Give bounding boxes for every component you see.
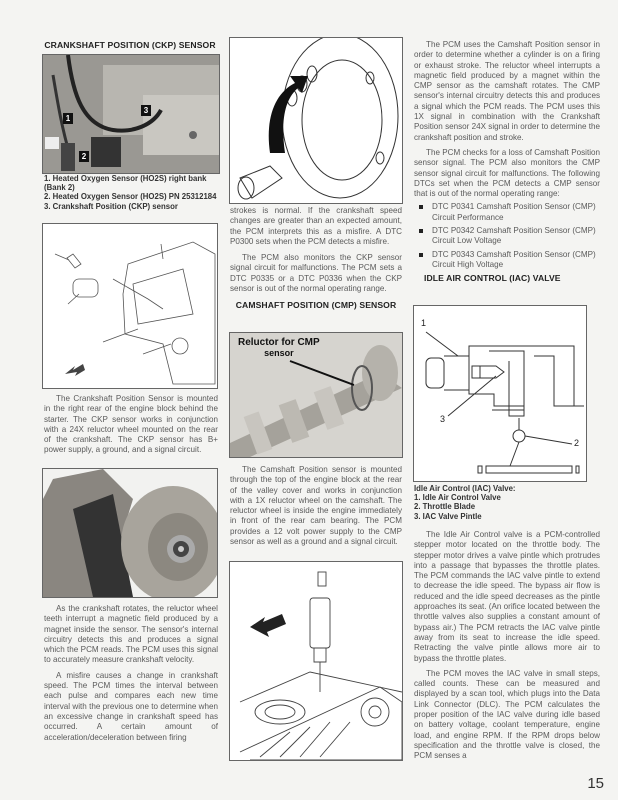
right-text-1 (414, 40, 600, 283)
cmp-monitor-paragraph: The PCM checks for a loss of Camshaft Position sensor signal. The PCM also monitors the CMP sensor signal circuit for malfunctions. The following DTCs set when the PCM detects a CMP sensor that is out of the normal operating range: (414, 147, 600, 199)
photo-callout-1: 1 (63, 113, 73, 124)
photo-callout-2: 2 (79, 151, 89, 162)
ckp-photo-caption (44, 174, 220, 211)
photo-callout-3: 3 (141, 105, 151, 116)
diagram-label-3: 3 (440, 414, 446, 424)
ckp-heading: CRANKSHAFT POSITION (CKP) SENSOR (44, 40, 216, 50)
misfire-paragraph: A misfire causes a change in crankshaft speed. The PCM times the interval between each pulse and compares each new time interval with the previous one to determine when an excessive change in crankshaft speed has occurred. A certain amount of acceleration/deceleration between firing (44, 670, 218, 742)
camshaft-photo (229, 332, 403, 458)
dtc-list-item (414, 226, 600, 247)
iac-function-paragraph: The Idle Air Control valve is a PCM-controlled stepper motor located on the throttle body. The stepper motor drives a valve pintle which protrudes into a passage that bypasses the throttle plates. The PCM commands the IAC valve pintle to extend to decrease the idle speed. The bypass air flow is reduced and the idle speed decreases as the pintle approaches its seat. (An orifice located between the throttle valves also supplies a constant amount of bypass air.) The PCM retracts the IAC valve pintle away from its seat to increase the idle speed. Retracting the valve pintle allows more air to bypass the throttle plates. (414, 530, 600, 663)
ckp-mounting-paragraph: The Crankshaft Position Sensor is mounted in the right rear of the engine block behind the starter. The CKP sensor works in conjunction with a 24X reluctor wheel mounted on the rear of the crankshaft. The CKP sensor has B+ power supply, a ground, and a signal circuit. (44, 394, 218, 455)
cmp-function-paragraph: The PCM uses the Camshaft Position sensor in order to determine whether a cylinder is on a firing or exhaust stroke. The reluctor wheel interrupts a magnetic field produced by a magnet within the CMP sensor as the camshaft rotates. The CMP sensor's internal circuitry detects this and produces a signal which the PCM reads. The PCM uses this 1X signal in combination with the Crankshaft Position sensor 24X signal in order to determine the crankshaft position and stroke. (414, 40, 600, 142)
iac-counts-paragraph: The PCM moves the IAC valve in small steps, called counts. These can be measured and displayed by a scan tool, which plugs into the Data Link Connector (DLC). The PCM calculates the proper position of the IAC valve during idle based on battery voltage, coolant temperature, engine load, and engine RPM. If the RPM drops below specification and the throttle valve is closed, the PCM senses a (414, 668, 600, 761)
ckp-sensor-diagram (42, 223, 218, 389)
ckp-engine-photo (42, 54, 220, 174)
right-text-2 (414, 530, 600, 762)
iac-heading: IDLE AIR CONTROL (IAC) VALVE (424, 273, 561, 284)
crankshaft-photo (42, 468, 218, 598)
crankshaft-photo-image (43, 469, 217, 597)
cmp-diagram-drawing (230, 562, 402, 760)
iac-diagram-drawing (414, 306, 586, 481)
reluctor-wheel-drawing (230, 38, 402, 203)
caption-item-1: 1. Heated Oxygen Sensor (HO2S) right bank (Bank 2) (44, 174, 207, 193)
left-text-1 (44, 394, 218, 456)
reluctor-paragraph: As the crankshaft rotates, the reluctor wheel teeth interrupt a magnetic field produced by a magnet inside the sensor. The sensor's internal circuitry detects this and produces a signal which the PCM reads. The PCM uses this signal to accurately measure crankshaft velocity. (44, 604, 218, 665)
dtc-p0341: DTC P0341 Camshaft Position Sensor (CMP) Circuit Performance (432, 202, 596, 222)
dtc-list-item (414, 250, 600, 271)
iac-caption-item-3: 3. IAC Valve Pintle (414, 511, 482, 521)
reluctor-wheel-diagram (229, 37, 403, 204)
dtc-p0343: DTC P0343 Camshaft Position Sensor (CMP) Circuit High Voltage (432, 249, 596, 269)
left-text-2 (44, 604, 218, 743)
left-column (42, 40, 218, 50)
caption-item-2: 2. Heated Oxygen Sensor (HO2S) PN 25312184 (44, 192, 217, 202)
middle-text-2 (230, 465, 402, 547)
middle-text-1 (230, 206, 402, 310)
bullet-square-icon (419, 229, 423, 233)
iac-caption-title: Idle Air Control (IAC) Valve: (414, 484, 516, 493)
diagram-label-1: 1 (421, 318, 427, 328)
iac-caption-item-2: 2. Throttle Blade (414, 502, 476, 512)
cmp-sensor-diagram (229, 561, 403, 761)
reluctor-label-line1: Reluctor for CMP (238, 337, 320, 348)
bullet-square-icon (419, 205, 423, 209)
misfire-continued-paragraph: strokes is normal. If the crankshaft speed changes are greater than an expected amount, the PCM interprets this as a misfire. A DTC P0300 sets when the PCM detects a misfire. (230, 206, 402, 246)
ckp-monitor-paragraph: The PCM also monitors the CKP sensor signal circuit for malfunctions. The PCM sets a DTC P0335 or a DTC P0336 when the CKP sensor is out of the normal operating range. (230, 253, 402, 294)
caption-item-3: 3. Crankshaft Position (CKP) sensor (44, 201, 178, 211)
page-number: 15 (587, 775, 604, 792)
reluctor-label (238, 337, 320, 359)
dtc-list-item (414, 202, 600, 223)
bullet-square-icon (419, 253, 423, 257)
cmp-heading: CAMSHAFT POSITION (CMP) SENSOR (235, 300, 397, 311)
dtc-p0342: DTC P0342 Camshaft Position Sensor (CMP) Circuit Low Voltage (432, 226, 596, 246)
diagram-label-2: 2 (574, 438, 580, 448)
cmp-mounting-paragraph: The Camshaft Position sensor is mounted through the top of the engine block at the rear of the valley cover and works in conjunction with a 1X reluctor wheel on the camshaft. The reluctor wheel is inside the engine immediately in front of the rear cam bearing. The PCM provides a 12 volt power supply to the CMP sensor as well as a ground and a signal circuit. (230, 465, 402, 547)
iac-caption (414, 484, 600, 521)
ckp-diagram-drawing (43, 224, 217, 388)
reluctor-label-line2: sensor (264, 348, 294, 358)
iac-valve-diagram (413, 305, 587, 482)
iac-caption-item-1: 1. Idle Air Control Valve (414, 493, 501, 503)
